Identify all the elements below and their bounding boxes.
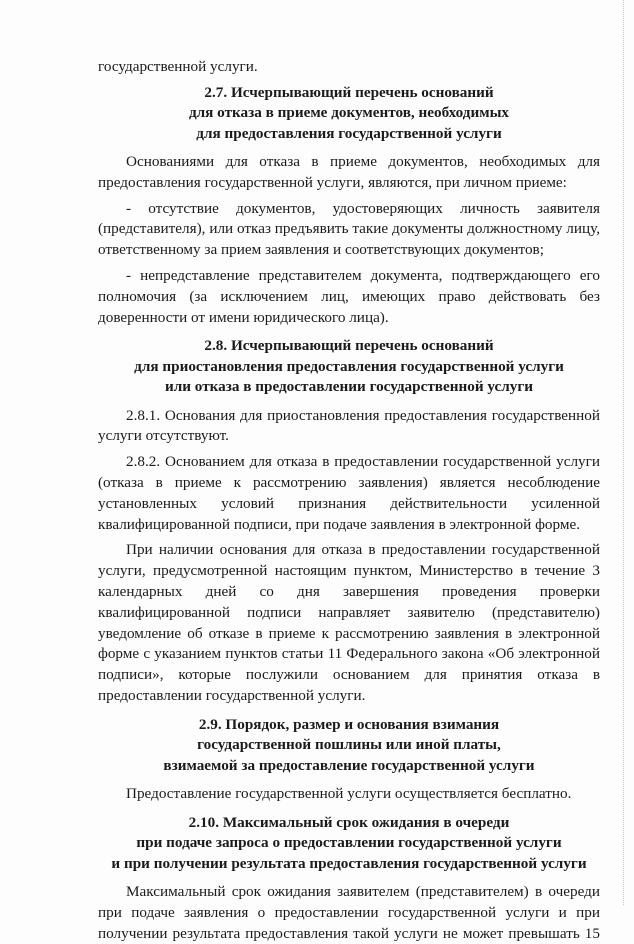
heading-line: для отказа в приеме документов, необходимых [188,104,510,122]
continuation-line: государственной услуги. [98,58,258,75]
heading-line: государственной пошлины или иной платы, [197,736,501,754]
heading-line: для предоставления государственной услуги [196,124,502,142]
heading-line: и при получении результата предоставления государственной услуги [111,854,587,872]
paragraph: При наличии основания для отказа в предоставлении государственной услуги, предусмотренной настоящим пунктом, Министерство в течение 3 календарных дней со дня завершения проведения проверки квалифицированной подписи направляет заявителю (представителю) уведомление об отказе в приеме к рассмотрению заявления в электронной форме с указанием пунктов статьи 11 Федерального закона «Об электронной подписи», которые послужили основанием для принятия отказа в предоставлении государственной услуги. [98,541,600,704]
section-2-10-heading [98,813,600,874]
paragraph: Максимальный срок ожидания заявителем (представителем) в очереди при подаче заявления о предоставлении государственной услуги и при получении результата предоставления такой услуги не может превышать 15 [98,883,600,942]
paragraph: Предоставление государственной услуги осуществляется бесплатно. [126,784,572,802]
section-2-7-heading [98,83,600,144]
paragraph: - отсутствие документов, удостоверяющих личность заявителя (представителя), или отказ предъявить такие документы должностному лицу, ответственному за прием заявления и соответствующих документов; [98,199,600,259]
heading-line: для приостановления предоставления государственной услуги [134,357,564,375]
paragraph: 2.8.1. Основания для приостановления предоставления государственной услуги отсутствуют. [98,406,600,445]
paragraph: Основаниями для отказа в приеме документов, необходимых для предоставления государственной услуги, являются, при личном приеме: [98,153,600,191]
heading-line: 2.7. Исчерпывающий перечень оснований [204,83,494,101]
paragraph: - непредставление представителем документа, подтверждающего его полномочия (за исключением лиц, имеющих право действовать без доверенности от имени юридического лица). [98,267,600,326]
heading-line: 2.9. Порядок, размер и основания взимания [198,715,500,733]
heading-line: или отказа в предоставлении государственной услуги [164,378,533,396]
section-2-9-heading [98,715,600,776]
paragraph: 2.8.2. Основанием для отказа в предоставлении государственной услуги (отказа в приеме к рассмотрению заявления) является несоблюдение установленных условий признания действительности усиленной квалифицированной подписи, при подаче заявления в электронной форме. [98,453,600,533]
heading-line: при подаче запроса о предоставлении государственной услуги [136,834,562,852]
heading-line: 2.8. Исчерпывающий перечень оснований [204,337,494,355]
heading-line: 2.10. Максимальный срок ожидания в очереди [188,813,510,831]
section-2-8-heading [98,336,600,397]
heading-line: взимаемой за предоставление государственной услуги [163,756,535,774]
